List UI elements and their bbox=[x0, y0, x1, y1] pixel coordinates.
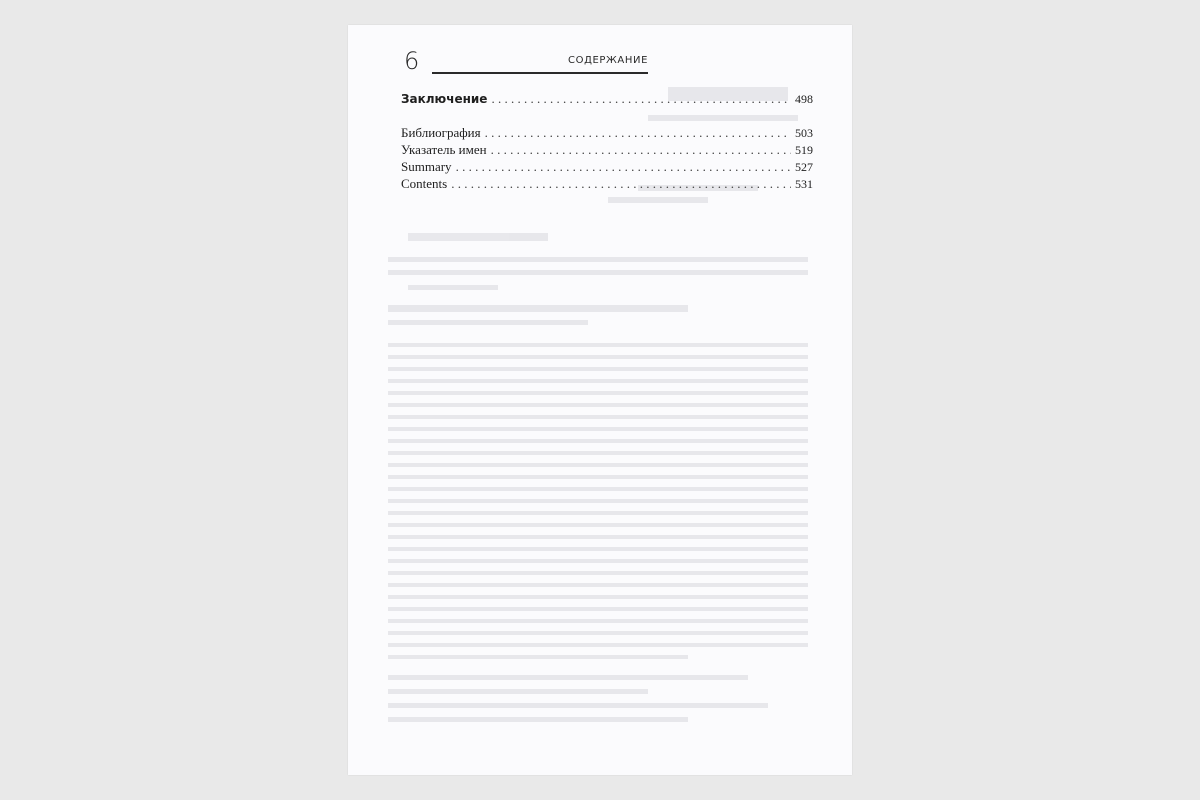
toc-entry-title: Библиография bbox=[401, 125, 481, 140]
toc-entry-page: 498 bbox=[795, 92, 813, 106]
dot-leader bbox=[491, 141, 791, 158]
toc-entry bbox=[401, 90, 813, 107]
toc-entry-page: 503 bbox=[795, 126, 813, 140]
dot-leader bbox=[485, 124, 791, 141]
toc-entry-page: 519 bbox=[795, 143, 813, 157]
page-number: 6 bbox=[404, 47, 420, 75]
dot-leader bbox=[456, 158, 791, 175]
dot-leader bbox=[491, 90, 791, 107]
table-of-contents bbox=[401, 90, 813, 192]
toc-entry bbox=[401, 141, 813, 158]
toc-entry-title: Заключение bbox=[401, 92, 488, 106]
toc-entry-title: Summary bbox=[401, 159, 452, 174]
toc-entry-page: 531 bbox=[795, 177, 813, 191]
book-page bbox=[348, 25, 852, 775]
toc-entry bbox=[401, 158, 813, 175]
toc-entry-title: Contents bbox=[401, 176, 448, 191]
toc-entry bbox=[401, 124, 813, 141]
toc-entry-title: Указатель имен bbox=[401, 142, 487, 157]
running-head: СОДЕРЖАНИЕ bbox=[568, 55, 648, 66]
toc-entry-page: 527 bbox=[795, 160, 813, 174]
toc-entry bbox=[401, 175, 813, 192]
dot-leader bbox=[451, 175, 791, 192]
header-rule bbox=[432, 72, 648, 74]
